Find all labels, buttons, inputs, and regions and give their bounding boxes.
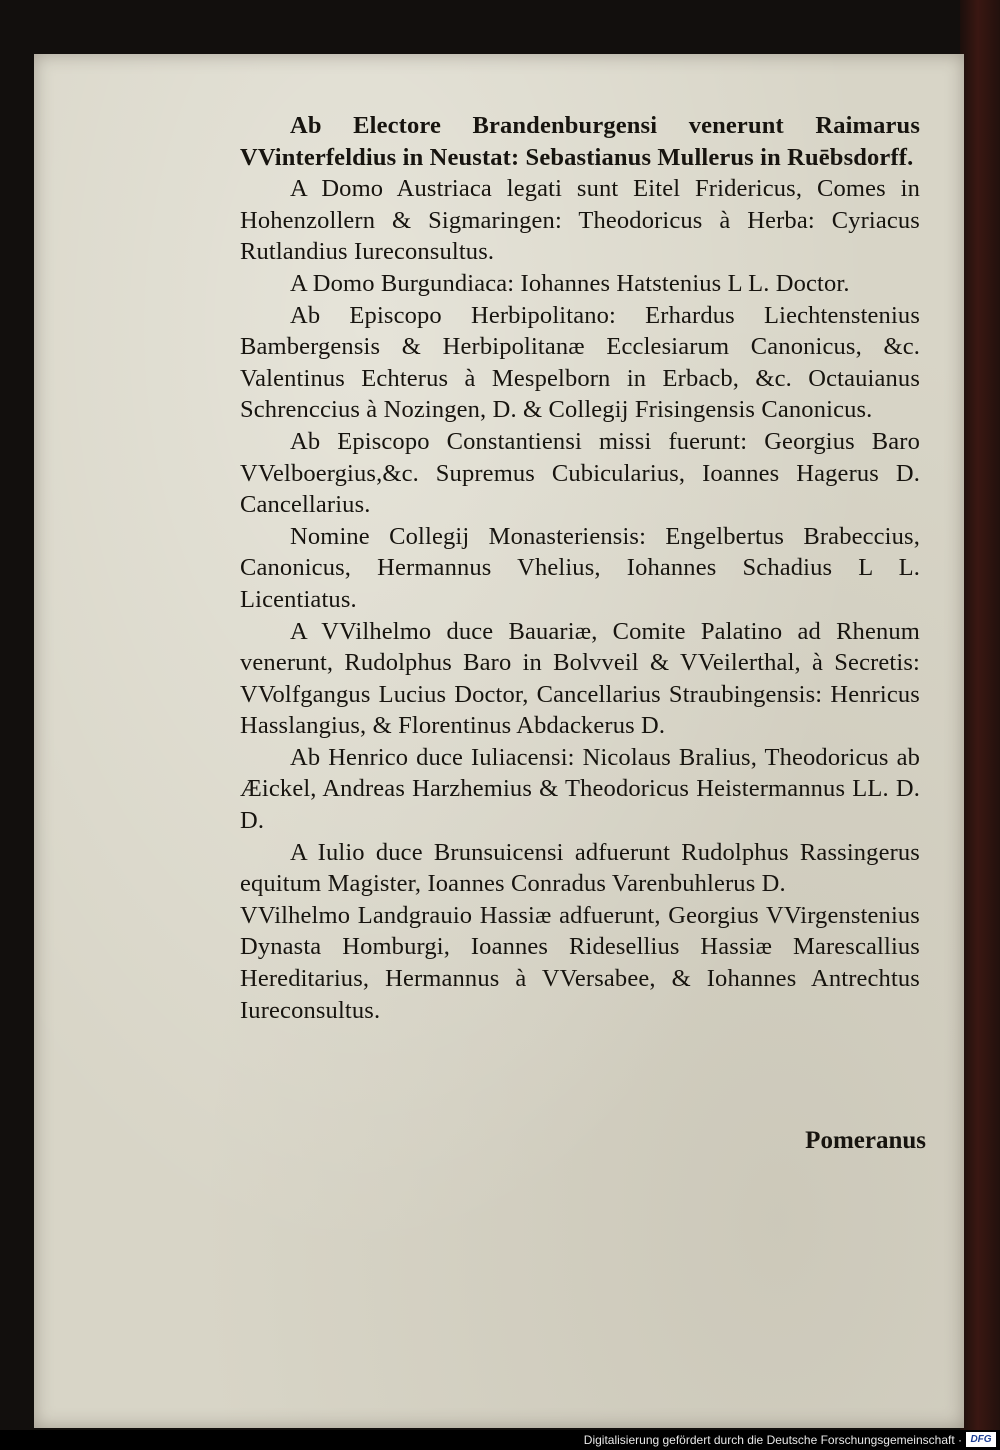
paragraph-herbipolis: Ab Episcopo Herbipolitano: Erhardus Liechtenstenius Bambergensis & Herbipolitanæ Ecclesiarum Canonicus, &c. Valentinus Echterus à Mespelborn in Erbacb, &c. Octauianus Schrenccius à Nozingen, D. & Collegij Frisingensis Canonicus. <box>240 301 920 424</box>
catchword: Pomeranus <box>805 1127 926 1154</box>
paragraph-constance: Ab Episcopo Constantiensi missi fuerunt: Georgius Baro VVelboergius,&c. Supremus Cubicularius, Ioannes Hagerus D. Cancellarius. <box>240 427 920 519</box>
paragraph-munster: Nomine Collegij Monasteriensis: Engelbertus Brabeccius, Canonicus, Hermannus Vhelius, Iohannes Schadius L L. Licentiatus. <box>240 522 920 613</box>
footer-credit: Digitalisierung gefördert durch die Deutsche Forschungsgemeinschaft · <box>583 1433 962 1447</box>
dfg-logo-icon: DFG <box>966 1432 996 1447</box>
paragraph-julich: Ab Henrico duce Iuliacensi: Nicolaus Bralius, Theodoricus ab Æickel, Andreas Harzhemius & Theodoricus Heistermannus LL. D. D. <box>240 743 920 835</box>
paragraph-brunswick: A Iulio duce Brunsuicensi adfuerunt Rudolphus Rassingerus equitum Magister, Ioannes Conradus Varenbuhlerus D. <box>240 838 920 898</box>
footer-bar <box>0 1430 1000 1450</box>
paragraph-burgundy: A Domo Burgundiaca: Iohannes Hatstenius L L. Doctor. <box>290 269 850 297</box>
page-text <box>240 110 920 1026</box>
paragraph-austria: A Domo Austriaca legati sunt Eitel Fridericus, Comes in Hohenzollern & Sigmaringen: Theodoricus à Herba: Cyriacus Rutlandius Iureconsultus. <box>240 175 920 266</box>
paragraph-bavaria: A VVilhelmo duce Bauariæ, Comite Palatino ad Rhenum venerunt, Rudolphus Baro in Bolvveil & VVeilerthal, à Secretis: VVolfgangus Lucius Doctor, Cancellarius Straubingensis: Henricus Hasslangius, & Florentinus Abdackerus D. <box>240 617 920 740</box>
paragraph-brandenburg: Ab Electore Brandenburgensi venerunt Raimarus VVinterfeldius in Neustat: Sebastianus Mullerus in Ruēbsdorff. <box>240 112 920 171</box>
book-edge <box>960 0 1000 1450</box>
paragraph-hesse: VVilhelmo Landgrauio Hassiæ adfuerunt, Georgius VVirgenstenius Dynasta Homburgi, Ioannes Ridesellius Hassiæ Marescallius Hereditarius, Hermannus à VVersabee, & Iohannes Antrechtus Iureconsultus. <box>240 901 920 1024</box>
